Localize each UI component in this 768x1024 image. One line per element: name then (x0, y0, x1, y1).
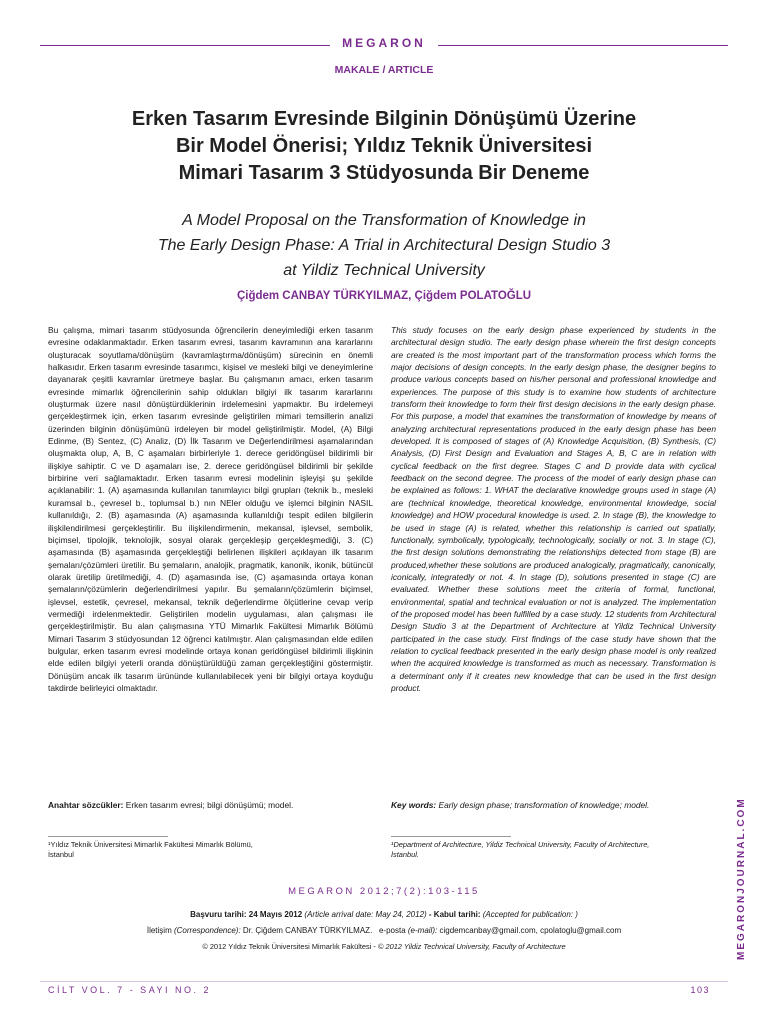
abstract-en-text: This study focuses on the early design phase experienced by students in the architectural design studio. The early design phase wherein the first design concepts are created is the most important part of the transformation process which forms the major decisions of design concepts. In the early design phase, the designer begins to produce various concepts based on his/her personal and professional knowledge and experiences. The purpose of this study is to examine how students of architecture transform their knowledge to form their first design decisions in the early design phase. For this purpose, a model that examines the transformation of knowledge by means of analyzing architectural representations produced in the early design phase has been developed. It is composed of stages of (A) Knowledge Acquisition, (B) Synthesis, (C) Analysis, (D) First Design and Evaluation and Stages A, B, C are in relation with cyclical feedback on the first degree. Stages C and D provide data with cyclical feedback on the second degree. The process of the model of early design phase can be explained as follows: 1. WHAT the declarative knowledge groups used in stage (A) are (technical knowledge, theoretical knowledge, environmental knowledge, social knowledge) and HOW procedural knowledge is used. 2. In stage (B), the knowledge to be used in stage (A) is related, whether this relationship is carried out spatially, functionally, symbolically, typologically, technologically, socially or not. 3. In stage (C), the first design solutions demonstrating the relationships detected from stage (B) are produced,whether these solutions are produced analogically, pragmatically, canonically, iconically, integratedly or not. 4. In stage (D), solutions presented in stage (C) are evaluated. Whether these solutions meet the criteria of formal, functional, environmental, spatial and technical evaluation or not is analyzed. The implementation of the proposed model has been fulfilled by a case study. 12 students from Architectural Design Studio 3 at the Department of Architecture at Yildiz Technical University participated in the case study. First findings of the case study have shown that the relation to cyclical feedback presented in the early design phase model is only realized when the acquired knowledge is transformed as much as necessary. Transformation is a determinant only if it creates new knowledge that can be used in the first design product. (391, 325, 716, 693)
title-tr-line-2: Bir Model Önerisi; Yıldız Teknik Üniversitesi (175, 135, 593, 157)
abstract-english (391, 324, 716, 694)
received-date: Başvuru tarihi: 24 Mayıs 2012 (190, 910, 303, 919)
footnote-rule-right (391, 836, 511, 837)
title-english (60, 208, 708, 283)
contact-line (0, 926, 768, 935)
journal-url[interactable]: MEGARONJOURNAL.COM (736, 797, 747, 960)
accepted-label: - Kabul tarihi: (428, 910, 481, 919)
copyright-line (0, 942, 768, 951)
abstract-turkish (48, 324, 373, 694)
footnote-tr-line-2: İstanbul (48, 850, 74, 859)
keywords-tr-label: Anahtar sözcükler: (48, 800, 124, 810)
contact-label: İletişim (146, 926, 172, 935)
footnote-en-line-2: İstanbul. (391, 850, 419, 859)
abstract-tr-text: Bu çalışma, mimari tasarım stüdyosunda öğrencilerin deneyimlediği erken tasarım evresine odaklanmaktadır. Erken tasarım evresi, tasarım kavramının ana kararlarını oluşturacak soyutlama/dönüşüm (kavramlaştırma/dönüşüm) sürecinin en önemli halkasıdır. Erken tasarım evresinde tasarımcı, kişisel ve mesleki bilgi ve deneyimlerine dayanarak çeşitli kavramlar üretmeye başlar. Bu çalışmanın amacı, erken tasarım evresinde mimarlık öğrencilerinin sahip oldukları bilgiyi ilk tasarım kararlarını oluşturmak üzere nasıl dönüştürdüklerinin irdelemesini yapmaktır. Bu irdelemeyi gerçekleştirmek için, erken tasarım evresinde geliştirilen mimari temsillerin analizi üzerinden bilginin dönüşümünü irdeleyen bir model geliştirilmiştir. Model, (A) Bilgi Edinme, (B) Sentez, (C) Analiz, (D) İlk Tasarım ve Değerlendirilmesi aşamalarından oluşmakta olup, A, B, C aşamaları birbirleriyle 1. derece geridöngüsel bildirimli bir ilişkiye sahiptir. C ve D aşamaları ise, 2. derece geridöngüsel bildirimli bir şekilde birbirine veri sağlamaktadır. Erken tasarım evresi modelinin işleyişi şu şekilde açıklanabilir: 1. (A) aşamasında kullanılan tanımlayıcı bilgi grupları (teknik b., mesleki kuramsal b., çevresel b., toplumsal b.) nın NEler olduğu ve işlemci bilginin NASIL kullanıldığı, 2. (B) aşamasında (A) aşamasında kullanıldığı tespit edilen bilgilerin ilişkilendirilmesi gerçekleştirilir. Bu ilişkilendirmenin, mekansal, işlevsel, sembolik, biçimsel, tipolojik, teknolojik, sosyal olarak gerçekleşip gerçekleşmediği, 3. (C) aşamasında (B) aşamasında gerçekleştiği belirlenen ilişkileri açıklayan ilk tasarım şemaları/çözümleri üretilir. Bu şemaların, analojik, pragmatik, kanonik, ikonik, bütüncül olarak üretilip üretilmediği, 4. (D) aşamasında ise, (C) aşamasında ortaya konan şemaların/çözümlerin değerlendirilmesi yapılır. Bu şemaların/çözümlerin biçimsel, işlevsel, estetik, çevresel, mekansal, teknik değerlendirme ölçütlerine cevap verip vermediği irdelenmektedir. Geliştirilen modelin uygulaması, alan çalışması ile gerçekleştirilmiştir. Bu alan çalışmasına YTÜ Mimarlık Fakültesi Mimarlık Bölümü Mimari Tasarım 3 stüdyosundan 12 öğrenci katılmıştır. Alan çalışmasından elde edilen bulgular, erken tasarım evresi modelinde ortaya konan geridöngüsel bildirimli ilişkinin elde edilen bilgiyi yeterli oranda dönüştürüldüğü zaman gerçekleştiğini göstermiştir. Dönüşüm ancak ilk tasarım ürününde kullanılabilecek yeni bir bilgiyi ortaya koyduğu takdirde belirleyici olmaktadır. (48, 325, 373, 693)
title-tr-line-3: Mimari Tasarım 3 Stüdyosunda Bir Deneme (178, 162, 590, 184)
title-en-line-1: A Model Proposal on the Transformation of Knowledge in (182, 212, 586, 229)
title-en-line-2: The Early Design Phase: A Trial in Architectural Design Studio 3 (157, 237, 611, 254)
copyright-en: © 2012 Yildiz Technical University, Faculty of Architecture (377, 942, 566, 951)
volume-issue: CİLT VOL. 7 - SAYI NO. 2 (48, 985, 212, 995)
footnote-en-line-1: ¹Department of Architecture, Yildiz Technical University, Faculty of Architecture, (391, 840, 650, 849)
contact-emails[interactable]: cigdemcanbay@gmail.com, cpolatoglu@gmail.com (439, 926, 622, 935)
section-label: MAKALE / ARTICLE (334, 64, 434, 76)
dates-line (0, 910, 768, 919)
footnote-rule-left (48, 836, 168, 837)
authors: Çiğdem CANBAY TÜRKYILMAZ, Çiğdem POLATOĞLU (236, 290, 532, 302)
keywords-en-label: Key words: (391, 800, 437, 810)
keywords-en-text: Early design phase; transformation of knowledge; model. (438, 800, 650, 810)
footnote-turkish (48, 840, 373, 860)
title-turkish (60, 106, 708, 187)
email-label: e-posta (378, 926, 406, 935)
title-tr-line-1: Erken Tasarım Evresinde Bilginin Dönüşümü Üzerine (131, 108, 637, 130)
received-date-en: (Article arrival date: May 24, 2012) (304, 910, 427, 919)
contact-label-en: (Correspondence): (173, 926, 241, 935)
journal-citation: MEGARON 2012;7(2):103-115 (288, 886, 480, 897)
email-label-en: (e-mail): (407, 926, 438, 935)
footer-rule (40, 981, 728, 982)
keywords-english (391, 799, 716, 811)
footnote-tr-line-1: ¹Yıldız Teknik Üniversitesi Mimarlık Fakültesi Mimarlık Bölümü, (48, 840, 253, 849)
page-number: 103 (690, 985, 710, 995)
journal-url-sidebar[interactable] (722, 770, 747, 970)
keywords-tr-text: Erken tasarım evresi; bilgi dönüşümü; model. (125, 800, 294, 810)
journal-logo: MEGARON (342, 36, 426, 50)
contact-name: Dr. Çiğdem CANBAY TÜRKYILMAZ. (242, 926, 373, 935)
accepted-date-en: (Accepted for publication: ) (482, 910, 578, 919)
copyright-tr: © 2012 Yıldız Teknik Üniversitesi Mimarlık Fakültesi - (202, 942, 376, 951)
keywords-turkish (48, 799, 373, 811)
title-en-line-3: at Yildiz Technical University (283, 262, 485, 279)
footnote-english (391, 840, 716, 860)
